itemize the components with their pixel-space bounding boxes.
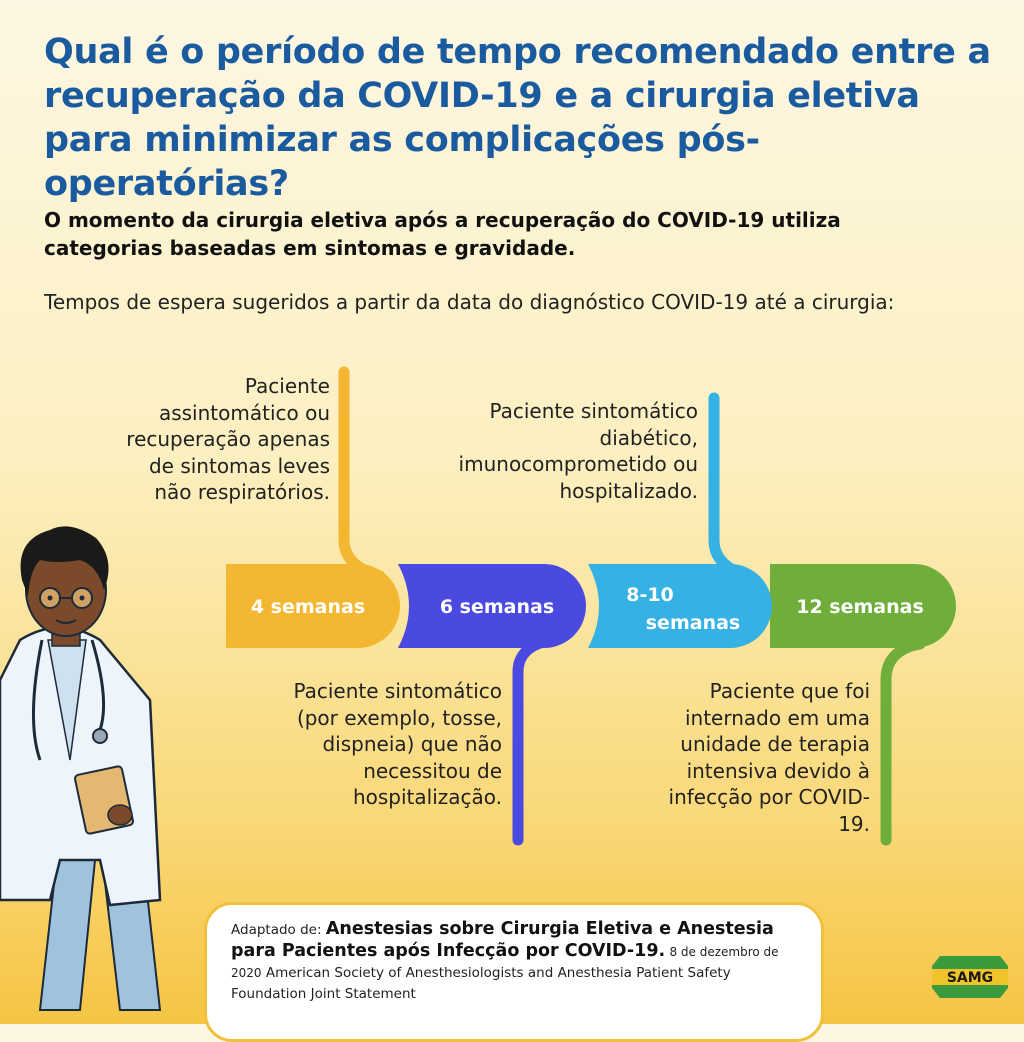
- page-title: Qual é o período de tempo recomendado entre a recuperação da COVID-19 e a cirurgia eletiva para minimizar as complicações pós-operatórias?: [44, 32, 991, 204]
- intro-text: Tempos de espera sugeridos a partir da data do diagnóstico COVID-19 até a cirurgia:: [44, 290, 895, 314]
- description-4-semanas: Paciente assintomático ou recuperação apenas de sintomas leves não respiratórios.: [126, 374, 330, 504]
- connector-12-semanas: [886, 644, 920, 840]
- source-credit-text: [231, 919, 797, 1005]
- label-8-10-line2: semanas: [645, 612, 741, 634]
- description-8-10-semanas: Paciente sintomático diabético, imunocomprometido ou hospitalizado.: [458, 399, 698, 503]
- logo-text: SAMG: [946, 970, 994, 986]
- credit-prefix: Adaptado de:: [231, 922, 322, 938]
- label-6-semanas: 6 semanas: [439, 596, 555, 618]
- credit-organization: American Society of Anesthesiologists and Anesthesia Patient Safety Foundation Joint Statement: [231, 965, 731, 1002]
- description-6-semanas: Paciente sintomático (por exemplo, tosse, dispneia) que não necessitou de hospitalização.: [293, 679, 502, 809]
- label-4-semanas: 4 semanas: [250, 596, 366, 618]
- source-credit-box: [204, 902, 824, 1042]
- credit-date: 8 de dezembro de 2020: [231, 945, 779, 980]
- connector-6-semanas: [518, 640, 552, 840]
- description-12-semanas: Paciente que foi internado em uma unidade de terapia intensiva devido à infecção por COVID-19.: [668, 679, 870, 836]
- doctor-illustration: [0, 526, 160, 1010]
- connector-4-semanas: [344, 372, 380, 576]
- credit-source-title: Anestesias sobre Cirurgia Eletiva e Anestesia para Pacientes após Infecção por COVID-19.: [231, 919, 774, 961]
- connector-8-10-semanas: [714, 398, 748, 576]
- segment-8-10-semanas: [588, 564, 772, 648]
- label-12-semanas: 12 semanas: [796, 596, 924, 618]
- label-8-10-line1: 8-10: [626, 584, 674, 606]
- subtitle: O momento da cirurgia eletiva após a recuperação do COVID-19 utiliza categorias baseadas em sintomas e gravidade.: [44, 208, 841, 260]
- samg-logo: [930, 952, 1010, 1002]
